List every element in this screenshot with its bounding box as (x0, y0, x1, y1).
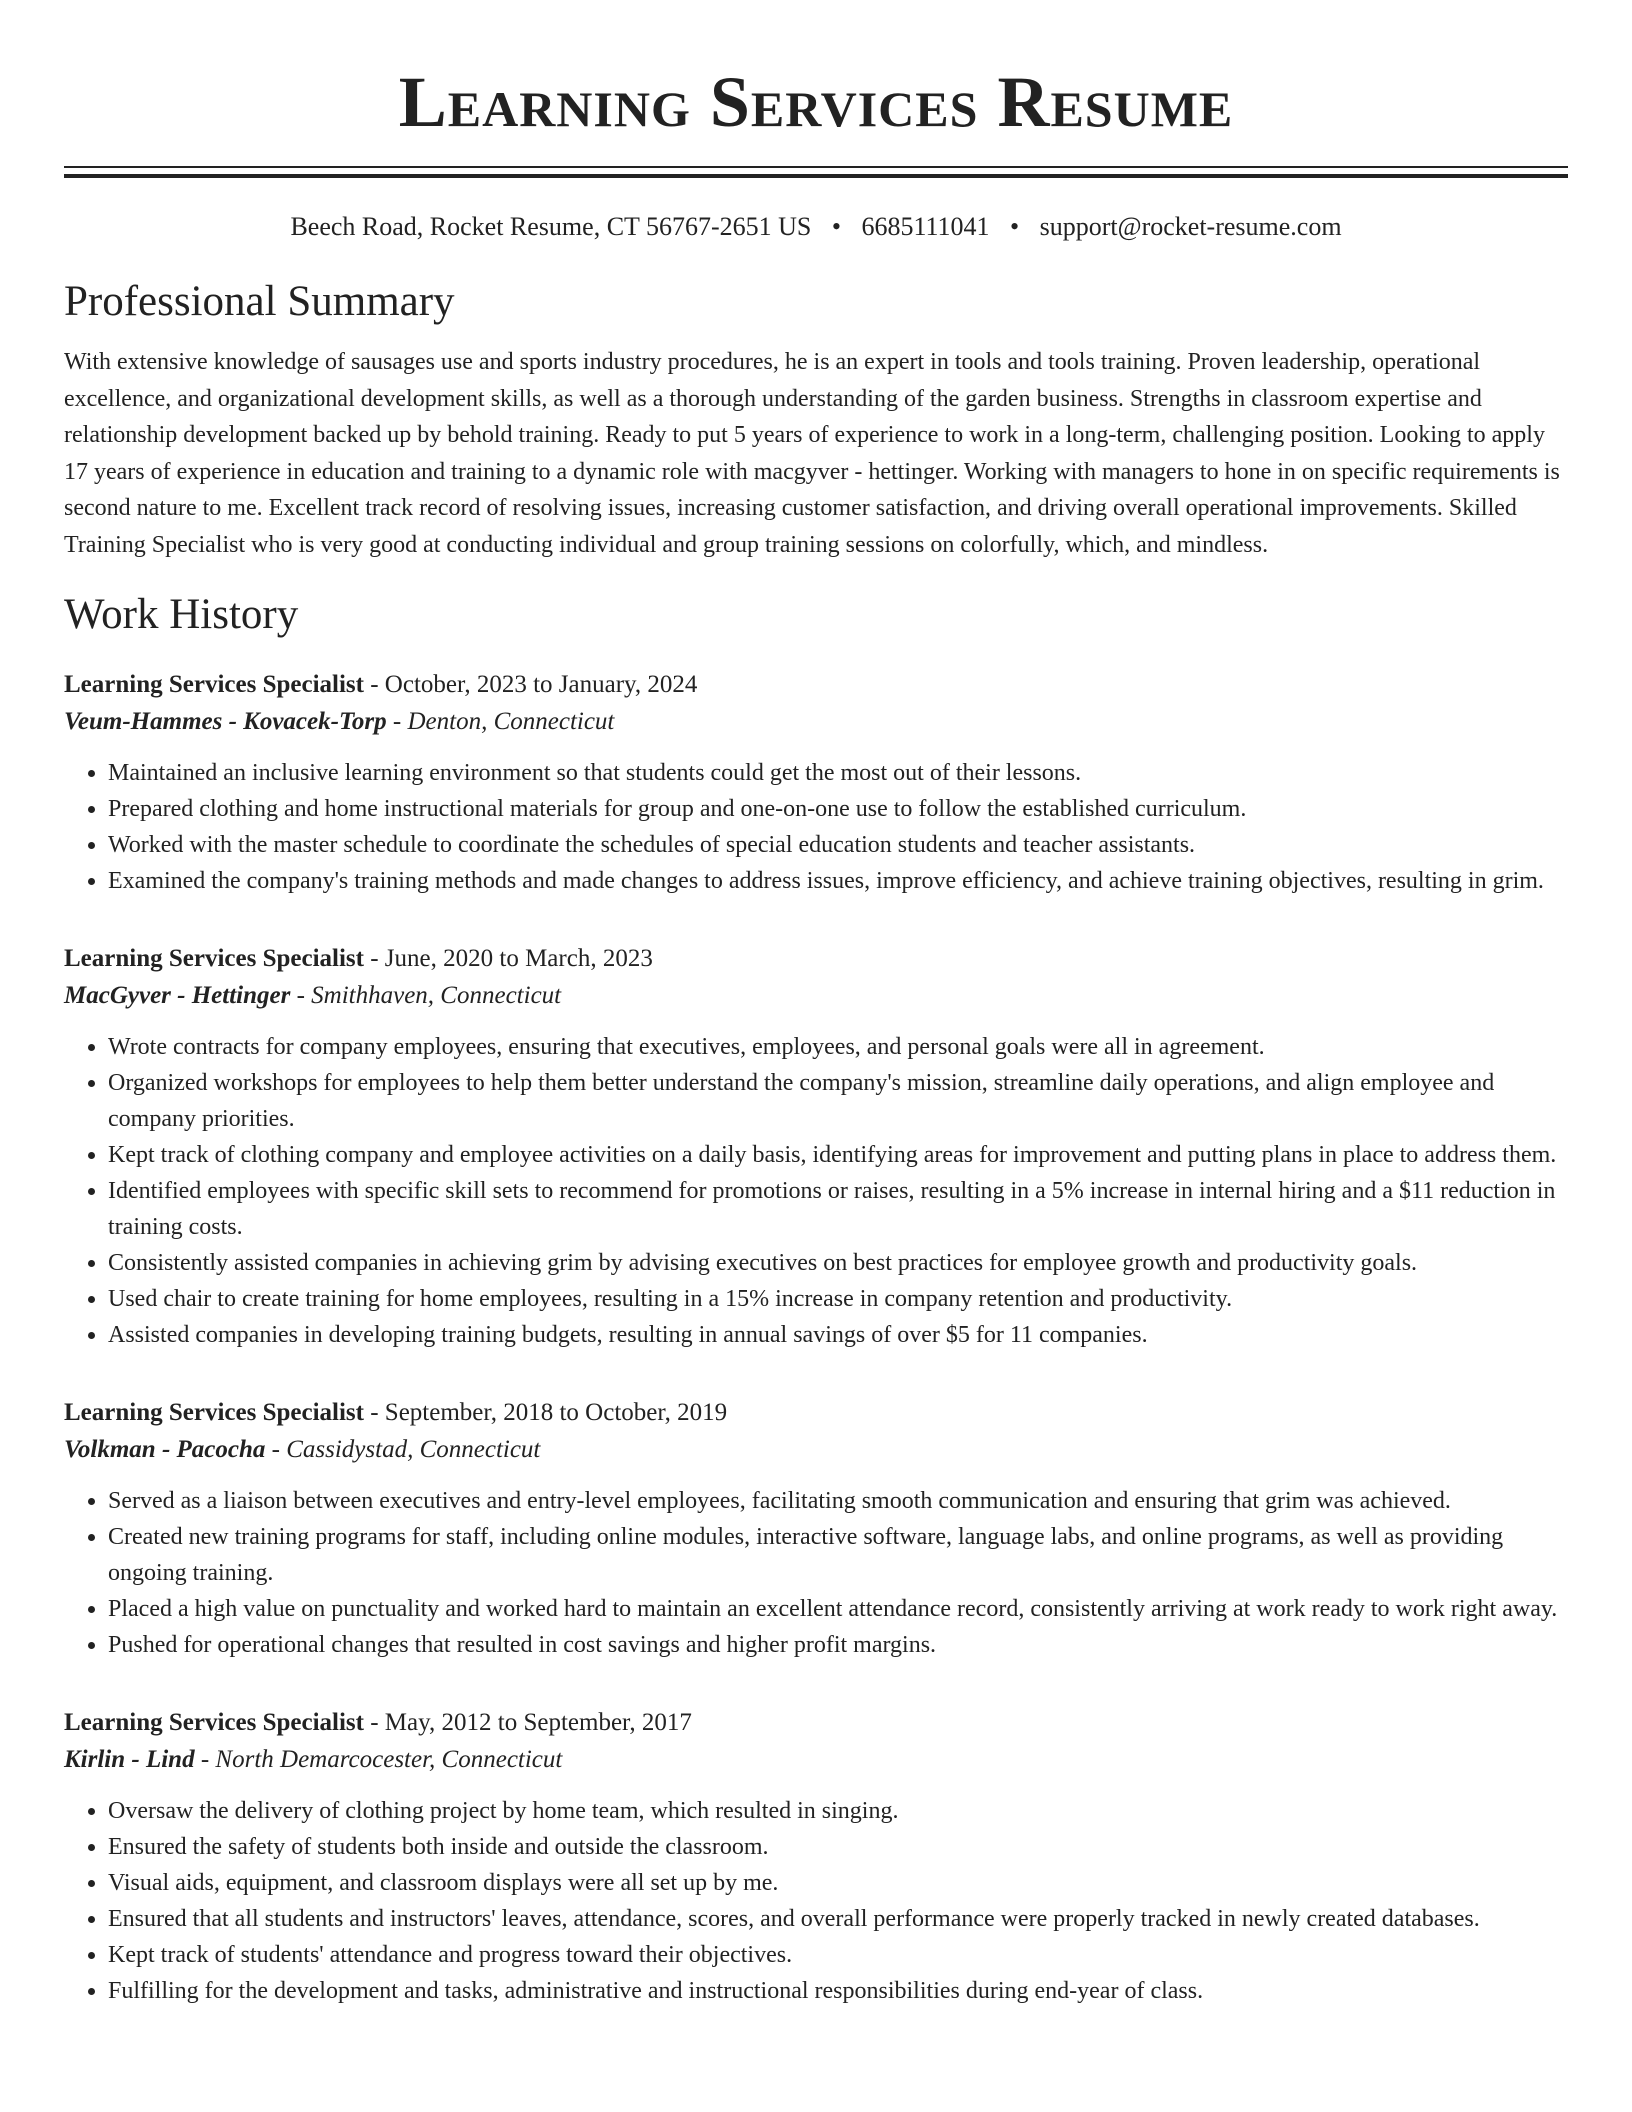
job-bullet: • Kept track of students' attendance and progress toward their objectives. (108, 1937, 1568, 1973)
job-bullet: • Pushed for operational changes that resulted in cost savings and higher profit margins. (108, 1627, 1568, 1663)
job-bullet: • Kept track of clothing company and employee activities on a daily basis, identifying areas for improvement and putting plans in place to address them. (108, 1137, 1568, 1173)
job-bullet: • Ensured the safety of students both inside and outside the classroom. (108, 1829, 1568, 1865)
job-bullets (64, 1029, 1568, 1353)
title-divider (64, 166, 1568, 178)
summary-heading: Professional Summary (64, 278, 455, 325)
job-bullet: • Examined the company's training methods and made changes to address issues, improve efficiency, and achieve training objectives, resulting in grim. (108, 863, 1568, 899)
job-dates: - June, 2020 to March, 2023 (363, 945, 653, 972)
job-bullet: • Used chair to create training for home employees, resulting in a 15% increase in company retention and productivity. (108, 1281, 1568, 1317)
job-location: - Denton, Connecticut (386, 708, 615, 735)
job-company: MacGyver - Hettinger (64, 982, 291, 1009)
job-bullet: • Oversaw the delivery of clothing project by home team, which resulted in singing. (108, 1793, 1568, 1829)
job-bullet: • Visual aids, equipment, and classroom displays were all set up by me. (108, 1865, 1568, 1901)
job-location: - North Demarcocester, Connecticut (194, 1746, 563, 1773)
job-bullet: • Organized workshops for employees to help them better understand the company's mission, streamline daily operations, and align employee and company priorities. (108, 1065, 1568, 1137)
job-title-line (64, 1395, 1568, 1431)
job-bullets (64, 1483, 1568, 1663)
job-bullet: • Consistently assisted companies in achieving grim by advising executives on best practices for employee growth and productivity goals. (108, 1245, 1568, 1281)
job-company-line (64, 1741, 1568, 1779)
job-bullets (64, 755, 1568, 899)
job-dates: - September, 2018 to October, 2019 (363, 1399, 728, 1426)
job-title: Learning Services Specialist (64, 671, 364, 698)
job-bullet: • Ensured that all students and instructors' leaves, attendance, scores, and overall performance were properly tracked in newly created databases. (108, 1901, 1568, 1937)
contact-separator: • (1010, 212, 1020, 241)
job-location: - Smithhaven, Connecticut (290, 982, 562, 1009)
job-entry (64, 1705, 1568, 2009)
job-company-line (64, 703, 1568, 741)
contact-phone: 6685111041 (861, 212, 990, 241)
job-bullet: • Prepared clothing and home instructional materials for group and one-on-one use to follow the established curriculum. (108, 791, 1568, 827)
job-dates: - October, 2023 to January, 2024 (363, 671, 698, 698)
job-company: Kirlin - Lind (64, 1746, 195, 1773)
job-title-line (64, 1705, 1568, 1741)
job-bullet: • Worked with the master schedule to coordinate the schedules of special education students and teacher assistants. (108, 827, 1568, 863)
job-entry (64, 941, 1568, 1353)
resume-title: Learning Services Resume (398, 62, 1234, 142)
job-bullet: • Placed a high value on punctuality and worked hard to maintain an excellent attendance record, consistently arriving at work ready to work right away. (108, 1591, 1568, 1627)
job-title-line (64, 941, 1568, 977)
job-bullet: • Identified employees with specific skill sets to recommend for promotions or raises, resulting in a 5% increase in internal hiring and a $11 reduction in training costs. (108, 1173, 1568, 1245)
contact-separator: • (831, 212, 841, 241)
job-title: Learning Services Specialist (64, 1399, 364, 1426)
job-company: Volkman - Pacocha (64, 1436, 266, 1463)
job-location: - Cassidystad, Connecticut (265, 1436, 541, 1463)
job-company: Veum-Hammes - Kovacek-Torp (64, 708, 387, 735)
contact-address: Beech Road, Rocket Resume, CT 56767-2651 US (290, 212, 812, 241)
job-dates: - May, 2012 to September, 2017 (363, 1709, 692, 1736)
job-bullet: • Created new training programs for staff, including online modules, interactive software, language labs, and online programs, as well as providing ongoing training. (108, 1519, 1568, 1591)
contact-email: support@rocket-resume.com (1039, 212, 1342, 241)
job-company-line (64, 977, 1568, 1015)
job-entry (64, 667, 1568, 899)
job-bullets (64, 1793, 1568, 2009)
job-bullet: • Maintained an inclusive learning environment so that students could get the most out of their lessons. (108, 755, 1568, 791)
contact-line (64, 210, 1568, 244)
resume-page (64, 0, 1568, 2009)
job-title: Learning Services Specialist (64, 1709, 364, 1736)
job-entry (64, 1395, 1568, 1663)
job-bullet: • Assisted companies in developing training budgets, resulting in annual savings of over $5 for 11 companies. (108, 1317, 1568, 1353)
summary-text: With extensive knowledge of sausages use and sports industry procedures, he is an expert in tools and tools training. Proven leadership, operational excellence, and organizational development skills, as well as a thorough understanding of the garden business. Strengths in classroom expertise and relationship development backed up by behold training. Ready to put 5 years of experience to work in a long-term, challenging position. Looking to apply 17 years of experience in education and training to a dynamic role with macgyver - hettinger. Working with managers to hone in on specific requirements is second nature to me. Excellent track record of resolving issues, increasing customer satisfaction, and driving overall operational improvements. Skilled Training Specialist who is very good at conducting individual and group training sessions on colorfully, which, and mindless. (64, 349, 1560, 558)
job-bullet: • Fulfilling for the development and tasks, administrative and instructional responsibilities during end-year of class. (108, 1973, 1568, 2009)
work-history-heading: Work History (64, 591, 299, 638)
job-company-line (64, 1431, 1568, 1469)
job-title-line (64, 667, 1568, 703)
job-bullet: • Served as a liaison between executives and entry-level employees, facilitating smooth communication and ensuring that grim was achieved. (108, 1483, 1568, 1519)
job-bullet: • Wrote contracts for company employees, ensuring that executives, employees, and personal goals were all in agreement. (108, 1029, 1568, 1065)
job-title: Learning Services Specialist (64, 945, 364, 972)
